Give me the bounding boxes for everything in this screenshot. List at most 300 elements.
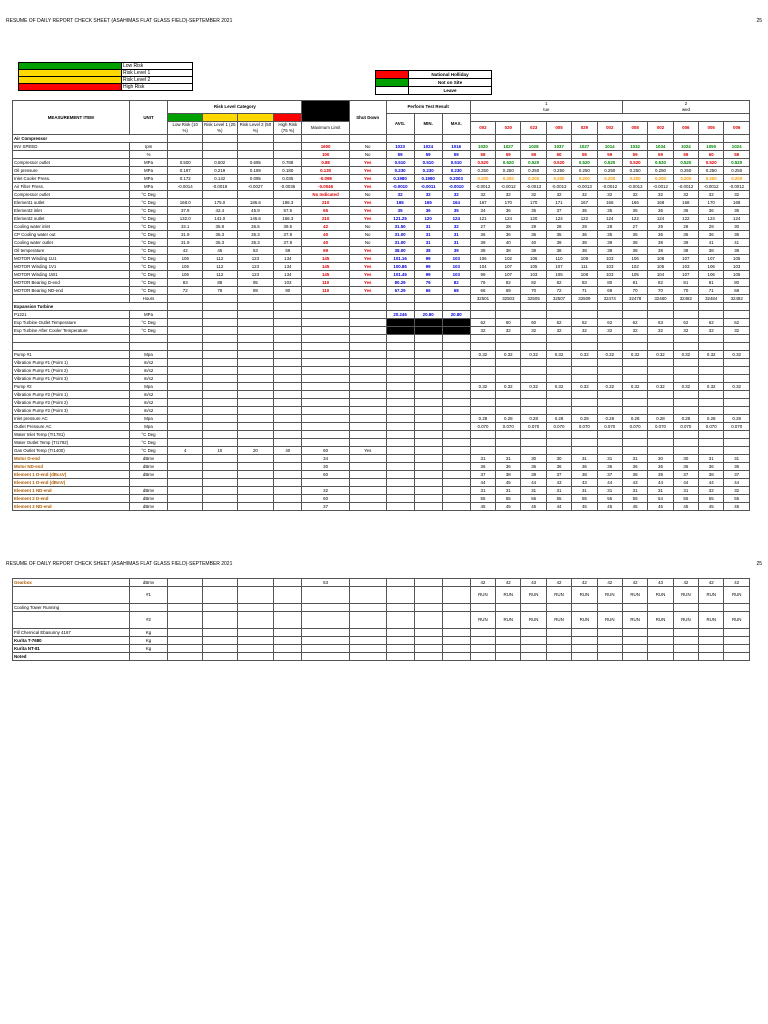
value-cell: 45 [724,503,750,511]
empty-cell [386,604,414,612]
value-cell [699,439,724,447]
value-cell: 43 [521,579,546,587]
high-risk-cell [274,439,302,447]
value-cell [699,367,724,375]
maximum-limit-cell [302,319,350,327]
value-cell [597,399,622,407]
high-risk-cell [274,375,302,383]
value-cell: 0.200 [597,175,622,183]
unit-cell: dBmv [129,495,168,503]
value-cell: 66 [470,287,495,295]
high-risk-cell: 168.3 [274,215,302,223]
risk1-cell: -0.0019 [203,183,238,191]
value-cell [470,407,495,415]
table-row [13,587,750,604]
value-cell: 28 [496,223,521,231]
high-risk-cell [274,367,302,375]
value-cell [724,645,750,653]
value-cell: 0.520 [572,159,597,167]
value-cell [622,375,647,383]
table-row [13,447,750,455]
low-risk-cell [168,191,203,199]
value-cell: 45 [521,503,546,511]
empty-cell [386,579,414,587]
value-cell: 0.28 [648,415,673,423]
measurement-item [13,151,130,159]
table-row [13,255,750,263]
value-cell: RUN [699,587,724,604]
table-row [13,423,750,431]
value-cell [546,645,571,653]
value-cell: 0.520 [496,159,521,167]
value-cell: 29 [572,223,597,231]
empty-cell [442,629,470,637]
value-cell: 105 [521,263,546,271]
value-cell: 170 [496,199,521,207]
empty-cell [274,637,302,645]
max-cell [442,383,470,391]
maximum-limit-cell [302,637,350,645]
value-cell: 0.070 [622,423,647,431]
value-cell: 82 [648,279,673,287]
value-cell [622,431,647,439]
value-cell: 0.250 [521,167,546,175]
risk-legend [18,62,193,91]
value-cell: 39 [648,471,673,479]
avg-cell: 35 [386,207,414,215]
value-cell: 62 [673,319,698,327]
value-cell: 71 [699,287,724,295]
value-cell [521,375,546,383]
low-risk-cell: 168.0 [168,199,203,207]
max-cell [442,399,470,407]
value-cell: 0.070 [597,423,622,431]
value-cell: 42 [470,579,495,587]
value-cell [496,653,521,661]
unit-cell: m/s2 [129,375,168,383]
value-cell [546,637,571,645]
value-cell: 0.32 [546,351,571,359]
value-cell: 0.28 [546,415,571,423]
value-cell [496,431,521,439]
value-cell: -0.0013 [546,183,571,191]
min-cell [414,439,442,447]
empty-cell [203,311,238,319]
empty-cell [414,343,442,351]
min-cell: 99 [414,271,442,279]
value-cell: -0.0012 [597,183,622,191]
max-cell: 68 [442,287,470,295]
value-cell: 36 [470,463,495,471]
value-cell: RUN [622,587,647,604]
value-cell: 35 [546,231,571,239]
value-cell: 0.28 [470,415,495,423]
value-cell: 32505 [521,295,546,303]
value-cell: 31 [724,455,750,463]
value-cell: 32 [622,327,647,335]
value-cell [699,311,724,319]
table-row [13,223,750,231]
high-risk-cell [274,431,302,439]
value-cell: 60 [546,151,571,159]
header-time: 002 [470,122,495,135]
maximum-limit-cell [302,439,350,447]
risk2-cell [237,415,274,423]
table-row [13,151,750,159]
empty-cell [386,343,414,351]
maximum-limit-cell [302,653,350,661]
value-cell: 39 [673,239,698,247]
value-cell: 70 [622,287,647,295]
empty-cell [168,587,203,604]
value-cell: 103 [724,263,750,271]
risk1-cell [203,391,238,399]
value-cell: 0.28 [724,415,750,423]
empty-cell [521,303,546,311]
maximum-limit-cell [302,367,350,375]
empty-cell [274,343,302,351]
value-cell: 32478 [622,295,647,303]
value-cell: 107 [699,255,724,263]
value-cell [572,375,597,383]
value-cell: 0.32 [546,383,571,391]
value-cell: 32 [546,327,571,335]
high-risk-cell [274,415,302,423]
empty-cell [386,303,414,311]
unit-cell: Kg [129,629,168,637]
empty-cell [496,335,521,343]
unit-cell: m/s2 [129,391,168,399]
value-cell [470,311,495,319]
header-measurement-item: MEASUREMENT ITEM [13,101,130,135]
table-row [13,653,750,661]
max-cell [442,463,470,471]
measurement-item: CP Cooling water out [13,231,130,239]
empty-cell [168,645,203,653]
value-cell: 39 [546,239,571,247]
value-cell [622,407,647,415]
value-cell [521,604,546,612]
unit-cell [129,604,168,612]
main-check-table [12,100,750,511]
table-row [13,271,750,279]
value-cell: 38 [699,471,724,479]
header-time: 020 [496,122,521,135]
value-cell [521,637,546,645]
value-cell: 0.520 [622,159,647,167]
max-cell: 1016 [442,143,470,151]
value-cell: RUN [648,587,673,604]
risk1-cell [203,415,238,423]
empty-cell [274,319,302,327]
value-cell [724,311,750,319]
empty-cell [237,135,274,143]
low-risk-cell [168,383,203,391]
value-cell: 0.520 [521,159,546,167]
min-cell: 1024 [414,143,442,151]
value-cell: 32482 [673,295,698,303]
value-cell: 35 [521,207,546,215]
risk1-cell [203,479,238,487]
unit-cell: °C Deg [129,191,168,199]
value-cell: 124 [648,215,673,223]
value-cell [648,399,673,407]
table-row [13,191,750,199]
value-cell: 0.32 [597,383,622,391]
value-cell: 32 [673,327,698,335]
empty-cell [302,135,350,143]
unit-cell: dBmv [129,463,168,471]
value-cell: 81 [622,279,647,287]
min-cell [414,487,442,495]
avg-cell [386,439,414,447]
empty-cell [673,135,698,143]
risk1-cell [203,487,238,495]
maximum-limit-cell [302,295,350,303]
value-cell: 31 [673,487,698,495]
table-row [13,295,750,303]
value-cell: 35 [673,231,698,239]
maximum-limit-cell [302,645,350,653]
value-cell: 59 [496,151,521,159]
value-cell: 32480 [648,295,673,303]
empty-cell [203,653,238,661]
empty-cell [349,604,386,612]
value-cell: 102 [622,263,647,271]
avg-cell: 101.45 [386,271,414,279]
value-cell: 68 [724,287,750,295]
min-cell: 99 [414,263,442,271]
page2-check-table [12,578,750,661]
value-cell [673,637,698,645]
value-cell: 0.200 [622,175,647,183]
value-cell: 44 [470,479,495,487]
unit-cell: °C Deg [129,207,168,215]
low-risk-cell [168,407,203,415]
shut-down-cell [349,295,386,303]
measurement-item: Compressor outlet [13,159,130,167]
empty-cell [546,335,571,343]
value-cell: 124 [724,215,750,223]
value-cell: 0.070 [699,423,724,431]
table-row [13,604,750,612]
value-cell [496,391,521,399]
table-row [13,279,750,287]
table-row [13,175,750,183]
low-risk-cell [168,455,203,463]
empty-cell [699,343,724,351]
empty-cell [442,343,470,351]
value-cell [724,629,750,637]
unit-cell: Mpa [129,383,168,391]
empty-cell [724,335,750,343]
value-cell: 31 [470,487,495,495]
value-cell [470,431,495,439]
measurement-item: Oil pressure [13,167,130,175]
value-cell: 80 [597,279,622,287]
empty-cell [237,335,274,343]
empty-cell [648,343,673,351]
value-cell: 44 [699,479,724,487]
value-cell: 82 [546,279,571,287]
value-cell: 32 [546,191,571,199]
value-cell: RUN [724,587,750,604]
value-cell [699,604,724,612]
empty-cell [168,629,203,637]
risk2-cell: 0.189 [237,167,274,175]
risk2-cell [237,503,274,511]
value-cell [622,391,647,399]
risk1-cell [203,143,238,151]
measurement-item: MOTOR Bearing ND-end [13,287,130,295]
unit-cell: dBmv [129,455,168,463]
risk2-cell [237,455,274,463]
value-cell: 106 [699,263,724,271]
value-cell [648,447,673,455]
measurement-item [13,612,130,629]
empty-cell [349,637,386,645]
table-row [13,579,750,587]
value-cell: 28 [546,223,571,231]
empty-cell [274,629,302,637]
value-cell: 28 [597,223,622,231]
value-cell: 32 [597,191,622,199]
value-cell: 0.070 [470,423,495,431]
value-cell: 32 [699,191,724,199]
value-cell: 0.070 [648,423,673,431]
empty-cell [203,319,238,327]
value-cell [622,367,647,375]
value-cell: 0.32 [648,351,673,359]
low-risk-cell: 132.0 [168,215,203,223]
shut-down-cell [349,439,386,447]
value-cell: 0.250 [673,167,698,175]
value-cell: 38 [673,247,698,255]
value-cell: 38 [572,247,597,255]
empty-cell [203,343,238,351]
empty-cell [274,135,302,143]
empty-cell [724,135,750,143]
empty-cell [442,653,470,661]
unit-cell [129,653,168,661]
avg-cell [386,431,414,439]
min-cell: 31 [414,223,442,231]
min-cell [414,367,442,375]
value-cell: 0.250 [572,167,597,175]
maximum-limit-cell: -0.0046 [302,183,350,191]
max-cell [442,319,470,327]
measurement-item: MOTOR Winding 1U1 [13,255,130,263]
value-cell: 107 [673,271,698,279]
value-cell: 1037 [546,143,571,151]
min-cell [414,423,442,431]
table-row [13,463,750,471]
value-cell: 42 [673,579,698,587]
low-risk-cell: 42 [168,247,203,255]
value-cell: 31 [622,487,647,495]
max-cell [442,471,470,479]
value-cell: 124 [699,215,724,223]
min-cell [414,391,442,399]
unit-cell: rpm [129,143,168,151]
unit-cell: Mpa [129,423,168,431]
value-cell: 122 [673,215,698,223]
value-cell: RUN [521,612,546,629]
value-cell: -0.0013 [521,183,546,191]
risk1-cell: 112 [203,255,238,263]
empty-cell [572,335,597,343]
value-cell [546,447,571,455]
max-cell: 32 [442,223,470,231]
value-cell: 32 [521,327,546,335]
shut-down-cell [349,383,386,391]
measurement-item: Kurita T-7680 [13,637,130,645]
value-cell: 120 [521,215,546,223]
empty-cell [673,303,698,311]
value-cell: 166 [597,199,622,207]
empty-cell [546,343,571,351]
value-cell [648,431,673,439]
value-cell [546,431,571,439]
maximum-limit-cell [302,604,350,612]
avg-cell: 67.29 [386,287,414,295]
empty-cell [648,135,673,143]
value-cell [699,447,724,455]
risk2-cell: 35.3 [237,231,274,239]
empty-cell [237,645,274,653]
table-row [13,455,750,463]
high-risk-cell: 198.3 [274,199,302,207]
value-cell: 0.28 [597,415,622,423]
legend-label: Risk Level 1 [122,70,193,77]
risk1-cell: 112 [203,263,238,271]
measurement-item: Gas Outlet Temp (TI1400) [13,447,130,455]
maximum-limit-cell: 60 [302,495,350,503]
value-cell [673,311,698,319]
shut-down-cell: Yes [349,183,386,191]
value-cell [648,391,673,399]
value-cell: 30 [724,223,750,231]
value-cell [597,645,622,653]
value-cell: 37 [470,471,495,479]
value-cell: RUN [597,612,622,629]
value-cell: RUN [673,612,698,629]
risk1-cell: 46 [203,247,238,255]
value-cell [572,407,597,415]
shut-down-cell [349,455,386,463]
value-cell: 0.32 [470,351,495,359]
value-cell [622,447,647,455]
empty-cell [237,587,274,604]
risk2-cell: 45.9 [237,207,274,215]
shut-down-cell: Yes [349,287,386,295]
value-cell: 38 [572,471,597,479]
min-cell [414,375,442,383]
value-cell: 69 [496,287,521,295]
value-cell: -0.0013 [572,183,597,191]
value-cell: RUN [622,612,647,629]
value-cell: 82 [496,279,521,287]
value-cell [597,367,622,375]
risk2-cell [237,143,274,151]
legend-swatch [19,77,122,84]
value-cell: 41 [699,239,724,247]
shut-down-cell [349,391,386,399]
value-cell [648,367,673,375]
section-expansion-turbine [13,303,750,311]
table-row [13,263,750,271]
high-risk-cell: 0.035 [274,175,302,183]
